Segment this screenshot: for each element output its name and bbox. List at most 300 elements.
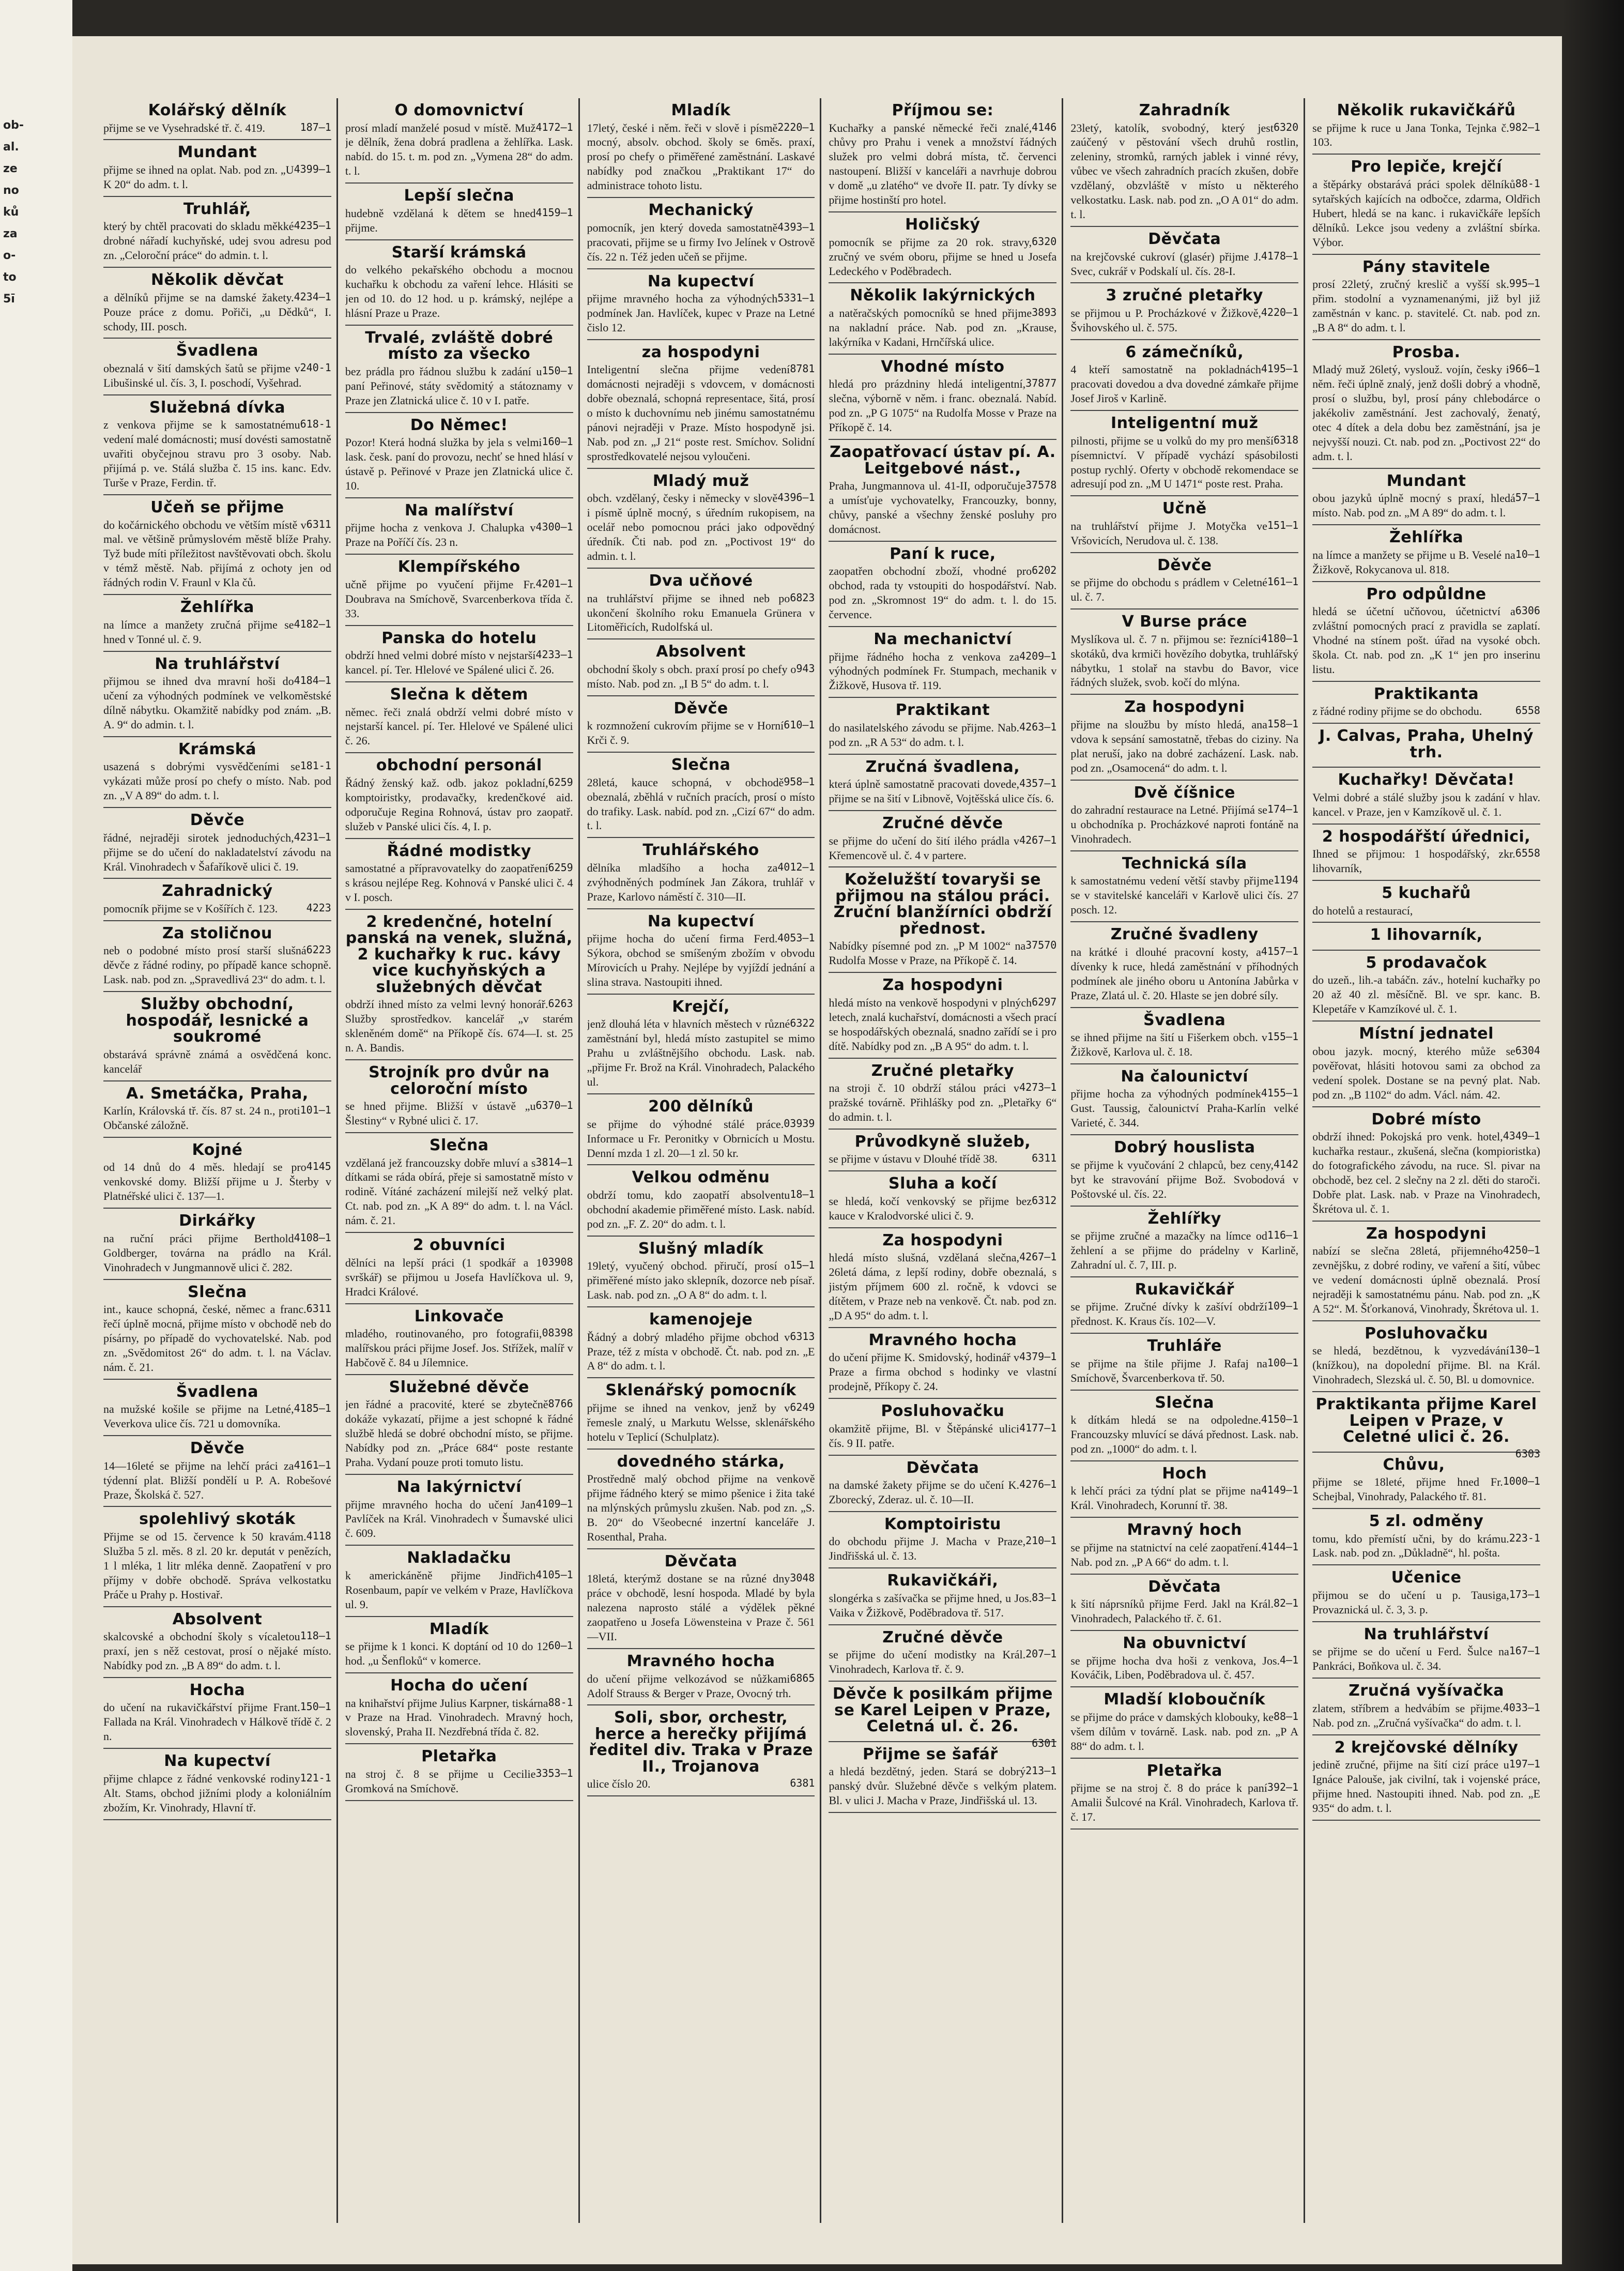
ad-code: 3353—1 [535, 1766, 573, 1779]
ad-body [1070, 1597, 1298, 1626]
ad-heading: Mladý muž [652, 471, 749, 490]
ad-text: obou jazyk. mocný, kterého může se pověřovat, hlásiti hotovou sami za obchod za vedení spolek. Dostane se na pevný plat. Nab. pod zn. „B 1102“ do adm. Václ. nám. 42. [1312, 1044, 1540, 1101]
classified-ad [345, 326, 573, 413]
ad-text: obchodní školy s obch. praxí prosí po chefy o místo. Nab. pod zn. „I B 5“ do adm. t. l. [587, 662, 796, 690]
ad-code: 83—1 [1032, 1591, 1057, 1604]
ad-text: samostatné a přípravovatelky do zaopatření s krásou nejlépe Reg. Kohnová v Panské ulici č. 4 v I. posch. [345, 862, 573, 904]
ad-body [345, 206, 573, 235]
ad-heading: Zručné pletařky [871, 1061, 1015, 1080]
ad-body [829, 121, 1056, 208]
column-1 [103, 98, 338, 2223]
column-3 [587, 98, 822, 2223]
ad-text: se přijme hocha dva hoši z venkova, Jos. Kováčik, Liben, Poděbradova ul. č. 457. [1070, 1654, 1280, 1682]
classified-ad [103, 140, 331, 196]
ad-code: 240-1 [300, 361, 331, 374]
ad-heading: Zahradnický [162, 882, 273, 901]
ad-body [103, 219, 331, 263]
ad-body [345, 435, 573, 493]
classified-ad [1312, 923, 1540, 951]
ad-body [1070, 1710, 1298, 1754]
ad-text: na truhlářství přijme se ihned neb po ukončení školního roku Emanuela Grünera v Litoměřicích, Rudolfská ul. [587, 591, 815, 634]
ad-text: neb o podobné místo prosí starší slušná děvče z řádné rodiny, po případě kance schopně. Lask. nab. pod zn. „Spravedlivá 23“ do adm. t. l. [103, 944, 331, 986]
ad-code: 4273—1 [1019, 1081, 1057, 1094]
ad-code: 4157—1 [1261, 944, 1299, 957]
ad-code: 8781 [790, 362, 815, 375]
ad-code: 187—1 [300, 120, 331, 133]
ad-body [1070, 1413, 1298, 1456]
ad-heading: Hoch [1162, 1464, 1207, 1483]
ad-code: 161—1 [1267, 575, 1299, 588]
classified-ad [829, 1512, 1056, 1568]
classified-ad [345, 1475, 573, 1546]
ad-heading: Zaopatřovací ústav pí. A. Leitgebové nást., [830, 443, 1056, 478]
ad-heading: Velkou odměnu [632, 1168, 770, 1187]
ad-heading: Slečna k dětem [390, 685, 528, 704]
ad-body [1312, 121, 1540, 150]
ad-text: Nabídky písemné pod zn. „P M 1002“ na Rudolfa Mosse v Praze, na Příkopě č. 14. [829, 939, 1026, 967]
ad-text: 28letá, kauce schopná, v obchodě obeznalá, zběhlá v ručních pracích, prosí o místo do trafiky. Lask. nabíd. pod zn. „Cizí 67“ do adm. t. l. [587, 775, 815, 832]
ad-heading: Švadlena [176, 342, 258, 360]
margin-fragment: al. [3, 141, 19, 154]
ad-heading: obchodní personál [376, 756, 542, 775]
ad-heading: 200 dělníků [648, 1098, 754, 1116]
ad-heading: Zručné švadleny [1110, 925, 1259, 944]
ad-text: přijmou se ihned dva mravní hoši do učení za výhodných podmínek ve velkoměstské dílně nábytku. Okamžitě nabídky pod znám. „B. A. 9“ do admin. t. l. [103, 675, 331, 731]
classified-ad [1312, 825, 1540, 881]
ad-text: slongérka s zašívačka se přijme hned, u Jos. Vaika v Žižkově, Poděbradova tř. 517. [829, 1591, 1032, 1619]
ad-body [829, 1422, 1056, 1451]
ad-code: 2220—1 [777, 120, 815, 133]
ad-text: se ihned přijme na šití u Fišerkem obch. v Žižkově, Karlova ul. č. 18. [1070, 1031, 1267, 1058]
classified-ad [1070, 1461, 1298, 1518]
ad-text: 18letá, kterýmž dostane se na různé dny práce v obchodě, lesní hospoda. Mladé by byla nalezena naprosto stálé a výdělek pěkné zaopatřeno u Josefa Löwensteina v Praze č. 561—VII. [587, 1572, 815, 1643]
ad-code: 4177—1 [1019, 1421, 1057, 1434]
ad-body [587, 861, 815, 904]
ad-body [103, 1047, 331, 1076]
ad-heading: Truhláře [1147, 1337, 1222, 1355]
ad-heading: Pány stavitele [1362, 257, 1491, 276]
ad-code: 6823 [790, 591, 815, 604]
ad-text: se přijme. Zručné dívky k zašíví obdrží přednost. K. Kraus čís. 102—V. [1070, 1300, 1267, 1328]
ad-code: 943 [796, 662, 815, 675]
ad-code: 4155—1 [1261, 1087, 1299, 1100]
ad-code: 88—1 [1273, 1710, 1299, 1723]
ad-text: se přijme na statnictví na celé zaopatření. Nab. pod zn. „P A 66“ do adm. t. l. [1070, 1541, 1261, 1568]
ad-code: 6306 [1515, 604, 1540, 617]
classified-ad [587, 1450, 815, 1549]
ad-text: k šití náprsníků přijme Ferd. Jakl na Král. Vinohradech, Palackého tř. č. 61. [1070, 1597, 1274, 1625]
classified-ad [1312, 1107, 1540, 1222]
ad-text: přijme se ve Vysehradské tř. č. 419. [103, 121, 266, 134]
ad-heading: Chůvu, [1383, 1455, 1445, 1474]
ad-text: se hledá, bezdětnou, k vyzvedávání (knížkou), na dopolední přijme. Bl. na Král. Vinohradech, Slezská ul. č. 50, Bl. u domovnice. [1312, 1344, 1540, 1386]
ad-text: obch. vzdělaný, česky i německy v slově i písmě úplně mocný, s úředním rukopisem, na ocelář nebo pomocnou práci jako odpovědný úředník. Čti nab. pod zn. „Poctivost 19“ do admin. t. l. [587, 492, 815, 563]
ad-code: 60—1 [548, 1639, 573, 1652]
ad-code: 6263 [548, 997, 573, 1010]
ad-code: 15—1 [790, 1259, 815, 1272]
ad-code: 5331—1 [777, 292, 815, 304]
ad-body [103, 1459, 331, 1502]
ad-code: 4223 [306, 901, 331, 914]
classified-ad [103, 921, 331, 992]
classified-ad [345, 498, 573, 555]
ad-code: 6249 [790, 1400, 815, 1413]
ad-body [345, 861, 573, 905]
classified-ad [587, 909, 815, 995]
ad-code: 37578 [1025, 479, 1057, 491]
ad-heading: Na kupectví [647, 272, 755, 291]
ad-text: pomocník přijme se v Košířích č. 123. [103, 902, 278, 915]
ad-text: se přijme zručné a mazačky na límce od žehlení a se přijme do prádelny v Karlině, Zahradní ul. č. 7, III. p. [1070, 1229, 1299, 1271]
ad-text: Karlín, Královská tř. čís. 87 st. 24 n., proti Občanské záložně. [103, 1104, 300, 1132]
ad-code: 4180—1 [1261, 632, 1299, 645]
ad-text: do učení přijme K. Smidovský, hodinář v Praze a firma obchod s hodinky ve vlastní prodejně, Příkopy č. 24. [829, 1351, 1057, 1393]
ad-body [1312, 904, 1540, 918]
classified-ad [1312, 1392, 1540, 1460]
ad-body [1312, 177, 1540, 250]
ad-body [1070, 306, 1298, 335]
ad-body [1070, 945, 1298, 1003]
ad-text: Myslíkova ul. č. 7 n. přijmou se: řezníci skotáků, dva krmiči hovězího dobytka, truhlářský nábytku, 1 stolař na stavbu do Bavor, vice řádných služek, svob. kočí do mlýna. [1070, 632, 1299, 689]
ad-code: 982—1 [1509, 120, 1540, 133]
ad-heading: Mravného hocha [868, 1331, 1017, 1349]
classified-ad [1070, 1391, 1298, 1461]
ad-text: 4 kteří samostatně na pokladnách pracovati dovedou a dva dovedné zámkaře přijme Josef Jiroš v Karlině. [1070, 363, 1299, 405]
ad-heading: Slušný mladík [638, 1239, 764, 1258]
ad-heading: Slečna [671, 756, 731, 774]
classified-ad [1312, 255, 1540, 340]
ad-heading: Strojník pro dvůr na celoroční místo [369, 1063, 550, 1098]
ad-heading: Prosba. [1392, 343, 1461, 361]
ad-heading: 2 kredenčné, hotelní panská na venek, služná, 2 kuchařky k ruc. kávy vice kuchyňských a služebných děvčat [345, 912, 573, 996]
ad-body [829, 1534, 1056, 1563]
ad-text: přijme na sloužbu by místo hledá, ana vdova k sepsání samostatně, třebas do ciziny. Na plat neruší, jako na dobré zacházení. Lask. nab. pod zn. „Osamocená“ do adm. t. l. [1070, 718, 1299, 774]
classified-ad [829, 1625, 1056, 1682]
ad-body [103, 831, 331, 874]
ad-heading: Mravného hocha [626, 1652, 775, 1671]
ad-heading: Hocha [189, 1681, 246, 1699]
ad-heading: Krejčí, [672, 997, 730, 1016]
ad-code: 4149—1 [1261, 1484, 1299, 1497]
ad-heading: Děvčata [1148, 1577, 1221, 1596]
ad-text: Velmi dobré a stálé služby jsou k zadání v hlav. kancel. v Praze, jen v Kamzíkově ul. č. 1. [1312, 790, 1540, 818]
ad-heading: Dva učňové [649, 572, 753, 590]
ad-body [587, 1572, 815, 1644]
ad-body [587, 719, 815, 748]
ad-code: 4118 [306, 1529, 331, 1542]
classified-ad [1070, 1631, 1298, 1687]
ad-text: do kočárnického obchodu ve větším místě v mal. ve většině průmyslovém městě blíže Prahy. Tyž bude míti příležitost navštěvovati obch. školu v témž městě. Nab. přijímá z ochoty jen od řádných rodin V. Fraunl v Kla čů. [103, 518, 331, 589]
classified-ad [345, 1133, 573, 1233]
ad-text: na knihařství přijme Julius Karpner, tiskárna v Praze na Hrad. Vinohradech. Mravný hoch, slovenský, Praha II. Nezdřebná třída č. 82. [345, 1696, 573, 1739]
ad-code: 4033—1 [1503, 1701, 1540, 1714]
ad-heading: Žehlířky [1147, 1209, 1221, 1228]
ad-code: 6311 [306, 517, 331, 530]
ad-code: 4—1 [1280, 1653, 1299, 1666]
ad-heading: Mundant [1386, 471, 1466, 490]
ad-code: 116—1 [1267, 1229, 1299, 1241]
ad-text: dělníci na lepší práci (1 spodkář a 1 svrškář) se přijmou u Josefa Havlíčkova ul. 9, Hradci Králové. [345, 1256, 573, 1298]
ad-text: hudebně vzdělaná k dětem se hned přijme. [345, 206, 536, 234]
ad-text: němec. řeči znalá obdrží velmi dobré místo v nejstarší kancel. pí. Ter. Hlelové ve Spálené ulici č. 26. [345, 705, 573, 748]
ad-code: 6320 [1273, 120, 1299, 133]
ad-heading: Žehlířka [1389, 528, 1464, 547]
ad-text: prosí 22letý, zručný kreslič a vyšší sk. přim. stodolní a vyznamenanými, již byl již zaměstnán v kanc. p. stavitelé. Ct. nab. pod zn. „B A 8“ do adm. t. l. [1312, 278, 1540, 334]
ad-body [103, 618, 331, 647]
ad-body [103, 518, 331, 590]
classified-ad [1070, 1759, 1298, 1830]
ad-heading: Pro odpůldne [1366, 585, 1487, 603]
classified-ad [103, 1678, 331, 1749]
ad-heading: Mladík [671, 101, 731, 119]
ad-code: 6202 [1032, 564, 1057, 577]
ad-code: 6865 [790, 1671, 815, 1684]
ad-heading: Děvčata [1148, 230, 1221, 249]
ad-text: hledá místo slušná, vzdělaná slečna, 26letá dáma, z lepší rodiny, dobře obeznalá, s jistým příjmem 600 zl. ročně, k vdovci se dítětem, v Praze neb na venkově. Čt. nab. pod zn. „D A 95“ do adm. t. l. [829, 1251, 1057, 1322]
classified-ad [1312, 682, 1540, 724]
ad-heading: A. Smetáčka, Praha, [126, 1084, 309, 1103]
ad-body [587, 121, 815, 193]
ad-text: Řádný ženský kaž. odb. jakoz pokladní, komptoiristky, prodavačky, kredenčkové aid. odporučuje Regina Rohnová, ústav pro zaopatř. služeb v Panské ulici čís. 4, I. p. [345, 776, 573, 833]
ad-heading: 6 zámečníků, [1125, 343, 1244, 361]
classified-ad [1070, 1277, 1298, 1334]
classified-ad [1070, 1518, 1298, 1574]
ad-body [1070, 1781, 1298, 1824]
ad-text: nabízí se slečna 28letá, přijemného zevnějšku, z dobré rodiny, ve vaření a šití, vůbec ve vedení domácnosti úplně obeznalá. Prosí nejraději k samostatnému pánu. Nab. pod zn. „K A 52“. M. Šťorkanová, Vinohrady, Škrétova ul. 1. [1312, 1244, 1540, 1315]
ad-heading: Na mechanictví [874, 630, 1012, 648]
classified-ad [1070, 411, 1298, 496]
ad-text: z venkova přijme se k samostatnému vedení malé domácnosti; musí dovésti samostatně uvařiti obyčejnou stravu pro 3 osoby. Nab. přijímá p. ve. Stálá služba č. 15 ins. kanc. Edv. Turše v Praze, Ferdin. tř. [103, 418, 331, 490]
ad-heading: Zahradník [1139, 101, 1230, 119]
ad-code: 6370—1 [535, 1099, 573, 1112]
ad-code: 109—1 [1267, 1300, 1299, 1313]
classified-ad [345, 1673, 573, 1744]
ad-code: 4235—1 [294, 219, 331, 232]
ad-text: na truhlářství přijme J. Motyčka ve Vršovicích, Nerudova ul. č. 138. [1070, 519, 1267, 547]
classified-ad [103, 1436, 331, 1507]
ad-code: 4276—1 [1019, 1478, 1057, 1491]
classified-ad [1312, 1622, 1540, 1679]
ad-text: přijme se ihned na oplat. Nab. pod zn. „U K 20“ do adm. t. l. [103, 163, 294, 191]
ad-text: přijme se 18leté, přijme hned Fr. Schejbal, Vinohrady, Palackého tř. 81. [1312, 1475, 1503, 1503]
ad-code: 4105—1 [535, 1568, 573, 1581]
ad-body [829, 1350, 1056, 1394]
ad-code: 6318 [1273, 433, 1299, 446]
ad-heading: 3 zručné pletařky [1106, 286, 1263, 305]
classified-ad [829, 355, 1056, 440]
classified-ad [345, 184, 573, 240]
ad-heading: Děvče [673, 699, 728, 718]
ad-heading: Klempířského [397, 558, 520, 576]
ad-heading: Posluhovačku [1365, 1324, 1489, 1343]
ad-text: se přijme k 1 konci. K doptání od 10 do 12 hod. „u Šenfloků“ v komerce. [345, 1640, 548, 1668]
ad-body [103, 1700, 331, 1744]
ad-text: se přijmou u P. Procházkové v Žižkově, Švihovského ul. č. 575. [1070, 306, 1261, 334]
ad-heading: Dobrý houslista [1113, 1138, 1255, 1157]
ad-code: 130—1 [1509, 1344, 1540, 1356]
ad-body [587, 1777, 815, 1791]
ad-heading: Na obuvnictví [1123, 1634, 1247, 1652]
ad-heading: Několik rukavičkářů [1337, 101, 1516, 119]
classified-ad [587, 1549, 815, 1649]
ad-heading: Koželužští tovaryši se přijmou na stálou práci. Zruční blanžírníci obdrží přednost. [833, 871, 1052, 938]
ad-body [829, 996, 1056, 1054]
ad-body [829, 721, 1056, 750]
ad-body [1312, 1701, 1540, 1730]
classified-ad [103, 1209, 331, 1279]
ad-body [1312, 1758, 1540, 1816]
classified-ad [1070, 1687, 1298, 1758]
classified-ad [103, 808, 331, 879]
classified-ad [829, 755, 1056, 811]
ad-heading: Na malířství [404, 501, 514, 520]
ad-text: pomocník se přijme za 20 rok. stravy, zručný ve svém oboru, přijme se hned u Josefa Ledeckého v Poděbradech. [829, 235, 1057, 278]
ad-heading: Zručné děvče [882, 814, 1003, 833]
ad-body [345, 577, 573, 621]
ad-text: na stroj č. 8 se přijme u Cecilie Gromková na Smíchově. [345, 1767, 536, 1795]
ad-code: 174—1 [1267, 803, 1299, 816]
ad-code: 4146 [1032, 120, 1057, 133]
classified-ad [345, 413, 573, 498]
ad-code: 4145 [306, 1160, 331, 1173]
ad-text: ulice číslo 20. [587, 1777, 651, 1791]
ad-heading: Linkovače [414, 1307, 504, 1325]
ad-code: 4144—1 [1261, 1540, 1299, 1553]
classified-ad [345, 1744, 573, 1801]
ad-code: 6303 [1515, 1447, 1540, 1460]
ad-body [345, 121, 573, 179]
ad-text: tomu, kdo přemístí učni, by do krámu. Lask. nab. pod zn. „Důkladně“, hl. pošta. [1312, 1532, 1509, 1560]
margin-fragment: ze [3, 162, 18, 175]
ad-body [345, 1639, 573, 1668]
ad-heading: Krámská [178, 740, 256, 758]
ad-heading: Panska do hotelu [381, 629, 537, 647]
ad-code: 210—1 [1025, 1534, 1057, 1547]
ad-body [1312, 1130, 1540, 1216]
ad-body [345, 997, 573, 1055]
classified-ad [1312, 768, 1540, 824]
ad-code: 4159—1 [535, 206, 573, 219]
ad-code: 4209—1 [1019, 649, 1057, 662]
ad-text: přijme hocha z venkova J. Chalupka v Praze na Poříčí čís. 23 n. [345, 521, 536, 549]
ad-body [345, 1767, 573, 1796]
classified-ad [587, 696, 815, 753]
classified-ad [103, 992, 331, 1081]
ad-body [829, 1478, 1056, 1507]
ad-heading: Řádné modistky [387, 842, 531, 860]
ad-body [1070, 1030, 1298, 1059]
ad-text: která úplně samostatně pracovati dovede, přijme se na šití v Libnově, Vojtěšská ulice čís. 6. [829, 778, 1054, 805]
classified-ad [103, 395, 331, 495]
ad-code: 181-1 [300, 759, 331, 772]
ad-text: přijme chlapce z řádné venkovské rodiny Alt. Stams, obchod jižními plody a koloniálním zbožím, Kr. Vinohrady, Hlavní tř. [103, 1772, 331, 1814]
classified-ad [1070, 1575, 1298, 1631]
ad-body [103, 1530, 331, 1602]
ad-heading: Na lakýrnictví [396, 1478, 522, 1496]
ad-text: Mladý muž 26letý, vyslouž. vojín, česky i něm. řeči úplně znalý, jenž došli dobrý a vhodně, prosí o službu, byl, prosí pány chlebodárce o jakékoliv zaměstnání. Jest zachovalý, ženatý, otec 4 dítek a dela dobu bez zaměstnání, jsa je nejvyšší nouzi. Ct. nab. pod zn. „Poctivost 22“ do adm. t. l. [1312, 363, 1540, 463]
ad-body [103, 943, 331, 987]
ad-heading: Na truhlářství [155, 654, 280, 673]
classified-ad [103, 879, 331, 921]
ad-text: přijme hocha za výhodných podmínek Gust. Taussig, čalounictví Praha-Karlín velké Varieté, č. 344. [1070, 1087, 1299, 1130]
ad-heading: kamenojeje [649, 1310, 753, 1329]
ad-heading: Několik děvčat [150, 271, 284, 289]
ad-code: 4108—1 [294, 1231, 331, 1244]
ad-body [103, 1104, 331, 1133]
ad-body [1312, 1344, 1540, 1387]
ad-text: do hotelů a restaurací, [1312, 904, 1413, 917]
ad-code: 37570 [1025, 939, 1057, 952]
ad-text: na mužské košile se přijme na Letné, Veverkova ulice čís. 721 u domovníka. [103, 1403, 294, 1430]
classified-ad [587, 198, 815, 269]
ad-body [587, 1188, 815, 1231]
ad-text: obou jazyků úplně mocný s praxí, hledá místo. Nab. pod zn. „M A 89“ do adm. t. l. [1312, 492, 1515, 520]
ad-body [1070, 1654, 1298, 1683]
ad-text: do zahradní restaurace na Letné. Přijímá se u obchodníka p. Procházkové naproti fontáně na Vinohradech. [1070, 803, 1299, 845]
ad-body [1070, 1356, 1298, 1385]
classified-ad [829, 1742, 1056, 1813]
ad-heading: 2 obuvníci [412, 1236, 505, 1255]
classified-ad [1070, 553, 1298, 609]
ad-body [1312, 1644, 1540, 1673]
ad-text: Kuchařky a panské německé řeči znalé, chůvy pro Prahu i venek a množství řádných služek pro velmi dobrá místa, tč. červenci nastoupení. Bližší v kanceláři a navrhuje dobrou v domě „u zlatého“ ve dvoře II. patr. Ty dívky se přijme hostinští pro hotel. [829, 121, 1057, 207]
classified-ad [1070, 340, 1298, 411]
ad-body [345, 1327, 573, 1370]
ad-text: k lehčí práci za týdní plat se přijme na Král. Vinohradech, Korunní tř. 38. [1070, 1484, 1261, 1512]
ad-body [829, 479, 1056, 537]
classified-ad [103, 1507, 331, 1607]
ad-body [345, 1397, 573, 1470]
ad-body [1070, 1300, 1298, 1329]
classified-ad [587, 469, 815, 569]
ad-heading: Dobré místo [1371, 1110, 1481, 1129]
ad-heading: Do Němec! [410, 416, 508, 434]
ad-body [587, 1017, 815, 1089]
ad-heading: Mundant [177, 143, 257, 162]
ad-heading: Holičský [905, 216, 980, 234]
ad-code: 4234—1 [294, 290, 331, 303]
ad-text: se přijme k vyučování 2 chlapců, bez ceny, byt ke stravování přijme Bož. Svobodová v Poštovské ul. čís. 22. [1070, 1158, 1299, 1200]
ad-code: 160—1 [542, 435, 573, 448]
ad-code: 6297 [1032, 995, 1057, 1008]
classified-ad [1070, 781, 1298, 851]
ad-body [103, 674, 331, 732]
ad-body [1070, 121, 1298, 222]
ad-body [1312, 704, 1540, 719]
classified-ad [1312, 1509, 1540, 1565]
classified-ad [829, 867, 1056, 973]
classified-ad [829, 212, 1056, 283]
ad-code: 4300—1 [535, 521, 573, 534]
ad-heading: Slečna [429, 1136, 489, 1154]
ad-body [1312, 1475, 1540, 1504]
ad-body [1312, 1588, 1540, 1617]
ad-heading: Děvče [190, 1439, 245, 1458]
right-shadow-edge [1562, 0, 1624, 2271]
ad-heading: Učně [1162, 499, 1207, 518]
ad-heading: Děvče [1157, 556, 1212, 574]
ad-code: 610—1 [784, 719, 815, 731]
ad-body [1070, 362, 1298, 406]
ad-heading: Průvodkyně služeb, [854, 1132, 1031, 1151]
classified-ad [1312, 155, 1540, 254]
ad-code: 6558 [1515, 847, 1540, 860]
ad-body [345, 705, 573, 749]
ad-body [103, 1629, 331, 1673]
ad-heading: Nakladačku [407, 1549, 512, 1567]
ad-text: se přijme se do učení u Ferd. Šulce na Pankráci, Boňkova ul. č. 34. [1312, 1645, 1509, 1673]
ad-body [103, 361, 331, 390]
